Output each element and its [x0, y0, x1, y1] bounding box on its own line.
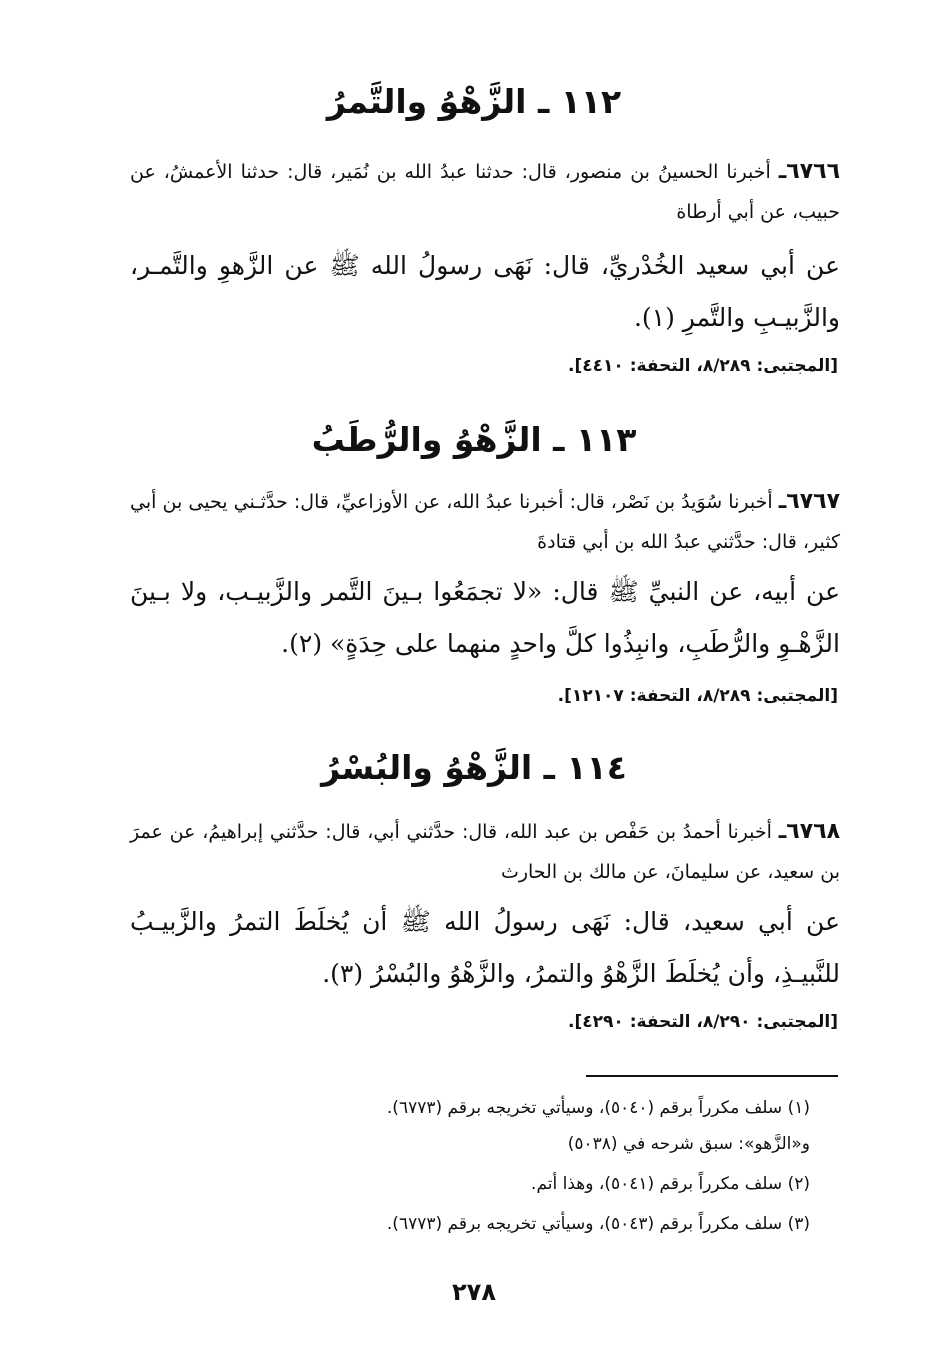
footnote-3: (٣) سلف مكرراً برقم (٥٠٤٣)، وسيأتي تخريجه برقم (٦٧٧٣). — [386, 1214, 810, 1234]
section-heading-113: ١١٣ ـ الزَّهْوُ والرُّطَبُ — [311, 420, 637, 459]
hadith-chain-6766 — [130, 152, 840, 232]
section-heading-112: ١١٢ ـ الزَّهْوُ والتَّمرُ — [326, 82, 622, 121]
hadith-matn-6766: عن أبي سعيد الخُدْريِّ، قال: نَهَى رسولُ الله ﷺ عن الزَّهوِ والتَّمـر، والزَّبيـبِ والتَّمرِ (١). — [130, 251, 840, 332]
hadith-chain-6767 — [130, 482, 840, 562]
footnote-1-note: و«الزَّهو»: سبق شرحه في (٥٠٣٨) — [567, 1134, 810, 1154]
section-heading-114: ١١٤ ـ الزَّهْوُ والبُسْرُ — [321, 748, 627, 787]
source-reference: [المجتبى: ٨/٢٨٩، التحفة: ١٢١٠٧]. — [557, 686, 838, 706]
isnad-text: أخبرنا الحسينُ بن منصور، قال: حدثنا عبدُ الله بن نُمَير، قال: حدثنا الأعمشُ، عن حبيب، عن أبي أرطاة — [130, 161, 840, 223]
isnad-text: أخبرنا أحمدُ بن حَفْص بن عبد الله، قال: حدَّثني أبي، قال: حدَّثني إبراهيمُ، عن عمرَ بن سعيد، عن سليمانَ، عن مالك بن الحارث — [130, 821, 840, 883]
footnote-2: (٢) سلف مكرراً برقم (٥٠٤١)، وهذا أتم. — [531, 1174, 810, 1194]
footnote-1: (١) سلف مكرراً برقم (٥٠٤٠)، وسيأتي تخريجه برقم (٦٧٧٣). — [386, 1098, 810, 1118]
hadith-matn-6767: عن أبيه، عن النبيِّ ﷺ قال: «لا تجمَعُوا بـينَ التَّمر والزَّبيـب، ولا بـينَ الزَّهْـوِ والرُّطَبِ، وانبِذُوا كلَّ واحدٍ منهما على حِدَةٍ» (٢). — [130, 577, 840, 658]
hadith-matn-6768: عن أبي سعيد، قال: نَهَى رسولُ الله ﷺ أن يُخلَطَ التمرُ والزَّبيـبُ للنَّبيـذِ، وأن يُخلَطَ الزَّهْوُ والتمرُ، والزَّهْوُ والبُسْرُ (٣). — [130, 907, 840, 988]
source-reference: [المجتبى: ٨/٢٩٠، التحفة: ٤٢٩٠]. — [568, 1012, 838, 1032]
footnote-divider — [586, 1075, 838, 1077]
hadith-number: ٦٧٦٦ـ — [778, 159, 840, 184]
source-reference: [المجتبى: ٨/٢٨٩، التحفة: ٤٤١٠]. — [568, 356, 838, 376]
isnad-text: أخبرنا سُوَيدُ بن نَصْر، قال: أخبرنا عبدُ الله، عن الأوزاعيِّ، قال: حدَّثـني يحيى بن أبي كثير، قال: حدَّثني عبدُ الله بن أبي قتادةَ — [130, 491, 840, 553]
hadith-chain-6768 — [130, 812, 840, 892]
hadith-number: ٦٧٦٧ـ — [778, 489, 840, 514]
hadith-number: ٦٧٦٨ـ — [778, 819, 840, 844]
page-number: ٢٧٨ — [452, 1278, 496, 1306]
